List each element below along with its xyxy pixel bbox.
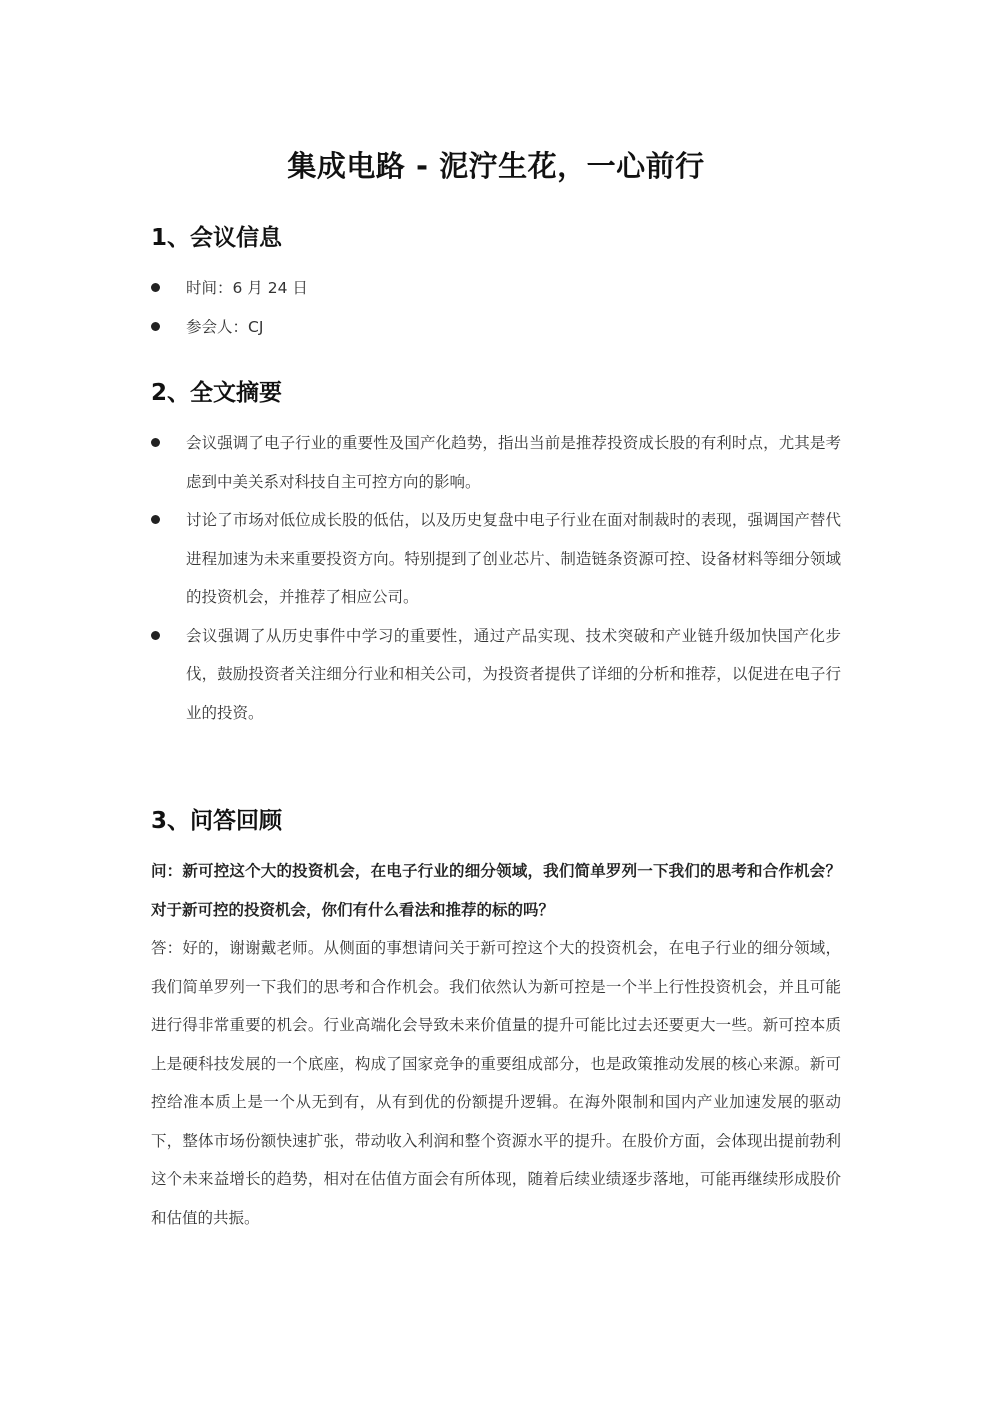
section-heading-qa: 3、问答回顾 <box>151 808 283 834</box>
qa-question: 问：新可控这个大的投资机会，在电子行业的细分领域，我们简单罗列一下我们的思考和合作机会？对于新可控的投资机会，你们有什么看法和推荐的标的吗？ <box>151 862 841 919</box>
section-heading-meeting-info: 1、会议信息 <box>151 225 283 251</box>
qa-answer: 答：好的，谢谢戴老师。从侧面的事想请问关于新可控这个大的投资机会，在电子行业的细分领域，我们简单罗列一下我们的思考和合作机会。我们依然认为新可控是一个半上行性投资机会，并且可能进行得非常重要的机会。行业高端化会导致未来价值量的提升可能比过去还要更大一些。新可控本质上是硬科技发展的一个底座，构成了国家竞争的重要组成部分，也是政策推动发展的核心来源。新可控给准本质上是一个从无到有，从有到优的份额提升逻辑。在海外限制和国内产业加速发展的驱动下，整体市场份额快速扩张，带动收入利润和整个资源水平的提升。在股价方面，会体现出提前勃利这个未来益增长的趋势，相对在估值方面会有所体现，随着后续业绩逐步落地，可能再继续形成股价和估值的共振。 <box>151 939 841 1227</box>
bullet-icon <box>151 438 160 447</box>
bullet-icon <box>151 283 160 292</box>
bullet-icon <box>151 631 160 640</box>
list-item <box>151 501 841 617</box>
list-item <box>151 308 841 347</box>
bullet-icon <box>151 515 160 524</box>
list-item <box>151 424 841 501</box>
summary-list <box>151 424 841 732</box>
bullet-icon <box>151 322 160 331</box>
list-item <box>151 617 841 733</box>
summary-text: 会议强调了从历史事件中学习的重要性，通过产品实现、技术突破和产业链升级加快国产化步伐，鼓励投资者关注细分行业和相关公司，为投资者提供了详细的分析和推荐，以促进在电子行业的投资。 <box>186 626 841 722</box>
section-heading-summary: 2、全文摘要 <box>151 380 283 406</box>
summary-text: 会议强调了电子行业的重要性及国产化趋势，指出当前是推荐投资成长股的有利时点，尤其是考虑到中美关系对科技自主可控方向的影响。 <box>186 434 841 491</box>
meeting-info-list <box>151 269 841 346</box>
summary-text: 讨论了市场对低位成长股的低估，以及历史复盘中电子行业在面对制裁时的表现，强调国产替代进程加速为未来重要投资方向。特别提到了创业芯片、制造链条资源可控、设备材料等细分领域的投资机会，并推荐了相应公司。 <box>186 511 841 606</box>
list-item <box>151 269 841 308</box>
meeting-attendee-text: 参会人：CJ <box>186 317 264 336</box>
meeting-time-text: 时间：6 月 24 日 <box>186 279 308 297</box>
qa-block <box>151 852 841 1237</box>
document-title: 集成电路 - 泥泞生花，一心前行 <box>287 149 705 183</box>
